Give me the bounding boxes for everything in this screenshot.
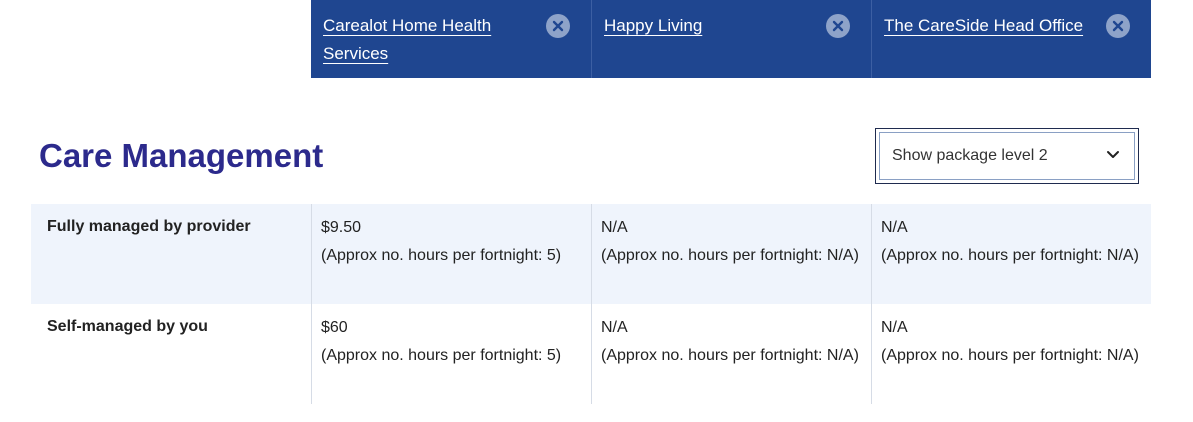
table-cell	[871, 304, 1151, 404]
provider-column-3	[871, 0, 1151, 78]
close-icon	[546, 14, 570, 38]
remove-provider-button[interactable]	[546, 14, 570, 38]
close-icon	[1106, 14, 1130, 38]
remove-provider-button[interactable]	[826, 14, 850, 38]
remove-provider-button[interactable]	[1106, 14, 1130, 38]
table-row	[31, 204, 1151, 304]
chevron-down-icon	[1106, 150, 1120, 160]
hours-value: (Approx no. hours per fortnight: N/A)	[881, 347, 1139, 364]
comparison-table	[31, 204, 1151, 404]
provider-name-link[interactable]: Carealot Home Health Services	[323, 16, 492, 63]
row-label: Self-managed by you	[47, 318, 208, 335]
price-value: N/A	[881, 319, 908, 336]
hours-value: (Approx no. hours per fortnight: N/A)	[601, 347, 859, 364]
provider-header	[311, 0, 1151, 78]
close-icon	[826, 14, 850, 38]
hours-value: (Approx no. hours per fortnight: 5)	[321, 347, 562, 364]
hours-value: (Approx no. hours per fortnight: N/A)	[881, 247, 1139, 264]
price-value: N/A	[601, 319, 628, 336]
section-title: Care Management	[39, 137, 324, 174]
price-value: $60	[321, 319, 348, 336]
row-label: Fully managed by provider	[47, 218, 251, 235]
table-cell	[311, 204, 591, 304]
price-value: N/A	[601, 219, 628, 236]
price-value: N/A	[881, 219, 908, 236]
table-cell	[591, 204, 871, 304]
package-level-select-box[interactable]	[879, 132, 1135, 180]
table-cell	[871, 204, 1151, 304]
table-cell	[591, 304, 871, 404]
table-row	[31, 304, 1151, 404]
package-level-select[interactable]	[875, 128, 1139, 184]
package-level-selected-value: Show package level 2	[892, 147, 1048, 164]
provider-name-link[interactable]: Happy Living	[604, 16, 703, 35]
provider-column-1	[311, 0, 591, 78]
provider-column-2	[591, 0, 871, 78]
hours-value: (Approx no. hours per fortnight: 5)	[321, 247, 562, 264]
hours-value: (Approx no. hours per fortnight: N/A)	[601, 247, 859, 264]
price-value: $9.50	[321, 219, 362, 236]
provider-name-link[interactable]: The CareSide Head Office	[884, 16, 1084, 35]
table-cell	[311, 304, 591, 404]
